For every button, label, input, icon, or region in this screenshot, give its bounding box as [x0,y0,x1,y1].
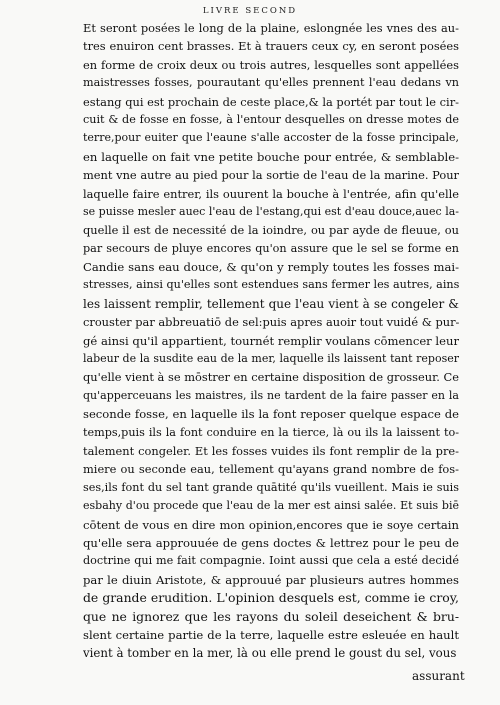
text-line: talement congeler. Et les fosses vuides ils font remplir de la pre- [83,443,459,458]
text-line: esbahy d'ou procede que l'eau de la mer est ainsi salée. Et suis biē [83,499,459,513]
text-line: qu'apperceuans les maistres, ils ne tardent de la faire passer en la [83,388,459,402]
running-head: LIVRE SECOND [202,6,298,16]
text-line: ment vne autre au pied pour la sortie de l'eau de la marine. Pour [83,168,459,183]
text-line: qu'elle sera approuuée de gens doctes & lettrez pour le peu de [83,535,459,550]
text-line: cuit & de fosse en fosse, à l'entour desquelles on dresse motes de [83,112,459,126]
text-line: Et seront posées le long de la plaine, eslongnée les vnes des au- [83,21,459,35]
text-line: en forme de croix deux ou trois autres, lesquelles sont appellées [83,57,459,72]
text-line: ses,ils font du sel tant grande quātité qu'ils vueillent. Mais ie suis [83,480,459,494]
body-text [83,19,459,663]
text-line: par secours de pluye encores qu'on assure que le sel se forme en [83,241,459,255]
text-line: estang qui est prochain de ceste place,& la portét par tout le cir- [83,94,459,109]
text-line: labeur de la susdite eau de la mer, laquelle ils laissent tant reposer [83,352,459,366]
text-line: seconde fosse, en laquelle ils la font reposer quelque espace de [83,407,459,422]
text-line: Candie sans eau douce, & qu'on y remply toutes les fosses mai- [83,260,459,275]
text-line: miere ou seconde eau, tellement qu'ayans grand nombre de fos- [83,462,459,477]
text-line: stresses, ainsi qu'elles sont estendues sans fermer les autres, ains [83,278,459,292]
text-line: gé ainsi qu'il appartient, tournét remplir voulans cōmencer leur [83,333,459,348]
text-line: se puisse mesler auec l'eau de l'estang,qui est d'eau douce,auec la- [83,204,459,218]
text-line: terre,pour euiter que l'eaune s'alle accoster de la fosse principale, [83,131,459,145]
text-line: cōtent de vous en dire mon opinion,encores que ie soye certain [83,517,459,532]
text-line: quelle il est de necessité de la ioindre, ou par ayde de fleuue, ou [83,223,459,238]
text-line: laquelle faire entrer, ils ouurent la bouche à l'entrée, afin qu'elle [83,186,459,201]
text-line: maistresses fosses, pourautant qu'elles prennent l'eau dedans vn [83,76,459,90]
text-line: par le diuin Aristote, & approuué par plusieurs autres hommes [83,572,459,587]
text-line: vient à tomber en la mer, là ou elle prend le goust du sel, vous [83,646,457,661]
text-line: les laissent remplir, tellement que l'eau vient à se congeler & [83,296,459,311]
text-line: crouster par abbreuatiō de sel:puis apres auoir tout vuidé & pur- [83,315,459,330]
text-line: qu'elle vient à se mōstrer en certaine disposition de grosseur. Ce [83,370,459,385]
text-line: de grande erudition. L'opinion desquels est, comme ie croy, [83,590,459,606]
text-line: tres enuiron cent brasses. Et à trauers ceux cy, en seront posées [83,39,459,54]
text-line: doctrine qui me fait compagnie. Ioint aussi que cela a esté decidé [83,554,459,568]
catchword: assurant [412,669,465,683]
text-line: slent certaine partie de la terre, laquelle estre esleuée en hault [83,627,459,642]
text-line: que ne ignorez que les rayons du soleil deseichent & bru- [83,608,459,624]
text-line: temps,puis ils la font conduire en la tierce, là ou ils la laissent to- [83,425,459,439]
text-line: en laquelle on fait vne petite bouche pour entrée, & semblable- [83,149,459,164]
